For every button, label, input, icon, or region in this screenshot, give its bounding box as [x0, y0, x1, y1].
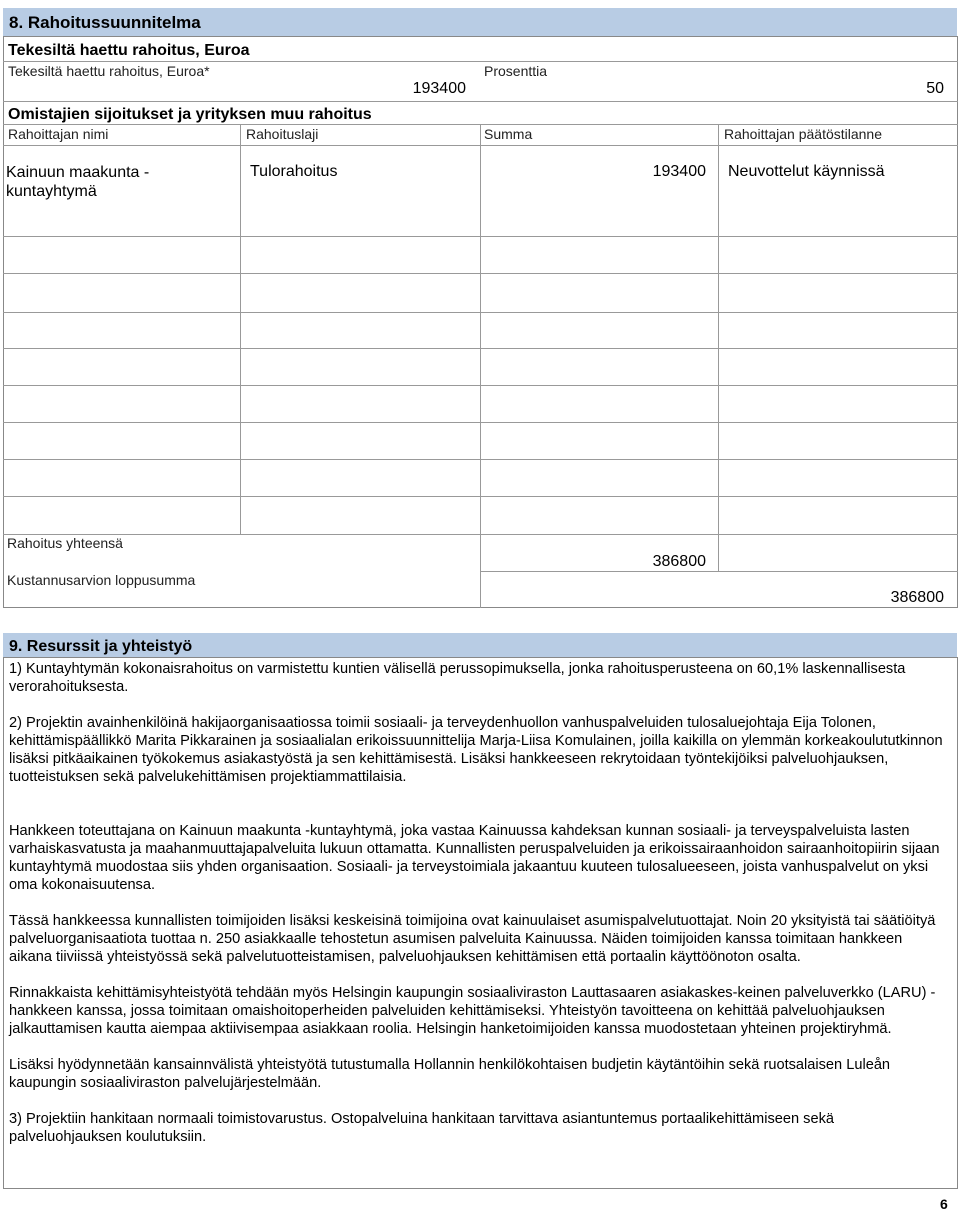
funder-name-cell: Kainuun maakunta -kuntayhtymä — [6, 164, 150, 200]
resources-paragraph-7: 3) Projektiin hankitaan normaali toimistovarustus. Ostopalveluina hankitaan tarvittava asiantuntemus portaalikehittämiseen sekä palveluohjauksen koulutuksiin. — [9, 1111, 834, 1145]
resources-paragraph-2: 2) Projektin avainhenkilöinä hakijaorganisaatiossa toimii sosiaali- ja terveydenhuollon vanhuspalveluiden tulosaluejohtaja Eija Tolonen, kehittämispäällikkö Marita Pikkarainen ja sosiaalialan erikoissuunnittelija Marja-Liisa Komulainen, joilla kaikilla on ylemmän korkeakoulututkinnon lisäksi pitkäaikainen työkokemus asiakastyöstä ja sen kehittämisestä. Lisäksi hankkeeseen rekrytoidaan työntekijöiksi palveluohjauksen, tuotteistuksen sekä palvelukehittämisen projektiammattilaisia. — [9, 715, 943, 785]
funding-type-cell: Tulorahoitus — [250, 163, 338, 180]
funding-sum-cell: 193400 — [652, 163, 706, 180]
section-8-header — [3, 8, 957, 36]
section-9-title: 9. Resurssit ja yhteistyö — [9, 638, 193, 655]
total-funding-value: 386800 — [652, 553, 706, 570]
col-header-sum: Summa — [484, 126, 533, 142]
resources-paragraph-5: Rinnakkaista kehittämisyhteistyötä tehdään myös Helsingin kaupungin sosiaaliviraston Lauttasaaren asiakaskes-keinen palveluverkko (LARU) -hankkeen kanssa, jossa toimitaan omaishoitoperheiden palveluiden kehittämiseksi. Yhteistyön tavoitteena on kehittää palveluohjauksen jalkauttamisen kautta aiempaa aktiivisempaa asiakkaan roolia. Helsingin hanketoimijoiden kanssa muodostetaan yhteinen projektiryhmä. — [9, 985, 936, 1037]
tekes-funding-label: Tekesiltä haettu rahoitus, Euroa* — [8, 63, 210, 79]
percent-value: 50 — [926, 80, 944, 97]
owners-funding-subheading: Omistajien sijoitukset ja yrityksen muu rahoitus — [8, 106, 372, 123]
resources-text-box — [3, 657, 958, 1189]
section-8-title: 8. Rahoitussuunnitelma — [9, 13, 201, 32]
tekes-subheading: Tekesiltä haettu rahoitus, Euroa — [8, 42, 250, 59]
total-funding-label: Rahoitus yhteensä — [7, 535, 123, 551]
page-number: 6 — [940, 1196, 948, 1212]
col-header-decision-status: Rahoittajan päätöstilanne — [724, 126, 883, 142]
budget-total-value: 386800 — [890, 589, 944, 606]
resources-paragraph-3: Hankkeen toteuttajana on Kainuun maakunta -kuntayhtymä, joka vastaa Kainuussa kahdeksan kunnan sosiaali- ja terveyspalveluista lasten varhaiskasvatusta ja maahanmuuttajapalveluita lukuun ottamatta. Kunnallisten peruspalveluiden ja erikoissairaanhoidon sairaanhoitopiirin sijaan kuntayhtymä muodostaa siis yhden organisaation. Sosiaali- ja terveystoimiala jakaantuu kuuteen tulosalueeseen, joista vanhuspalvelut on yksi oma kokonaisuutensa. — [9, 823, 940, 893]
resources-paragraph-4: Tässä hankkeessa kunnallisten toimijoiden lisäksi keskeisinä toimijoina ovat kainuulaiset asumispalvelutuottajat. Noin 20 yksityistä tai säätiöityä palveluorganisaatiota tuottaa n. 250 asiakkaalle tehostetun asumisen palveluita Kainuussa. Näiden toimijoiden kanssa toimitaan hankkeen aikana tiiviissä yhteistyössä sekä palvelutuotteistamisen, palveluohjauksen kehittämisen että portaalin käyttöönoton osalta. — [9, 913, 936, 965]
col-header-funding-type: Rahoituslaji — [246, 126, 319, 142]
budget-total-label: Kustannusarvion loppusumma — [7, 572, 196, 588]
col-header-funder-name: Rahoittajan nimi — [8, 126, 109, 142]
tekes-funding-value: 193400 — [412, 80, 466, 97]
section-9-header — [3, 633, 957, 657]
resources-paragraph-6: Lisäksi hyödynnetään kansainnvälistä yhteistyötä tutustumalla Hollannin henkilökohtaisen budjetin käytäntöihin sekä ruotsalaisen Luleån kaupungin sosiaaliviraston palvelujärjestelmään. — [9, 1057, 891, 1091]
percent-label: Prosenttia — [484, 63, 548, 79]
resources-paragraph-1: 1) Kuntayhtymän kokonaisrahoitus on varmistettu kuntien välisellä perussopimuksella, jonka rahoitusperusteena on 60,1% laskennallisesta verorahoituksesta. — [9, 661, 906, 695]
decision-status-cell: Neuvottelut käynnissä — [728, 163, 885, 180]
